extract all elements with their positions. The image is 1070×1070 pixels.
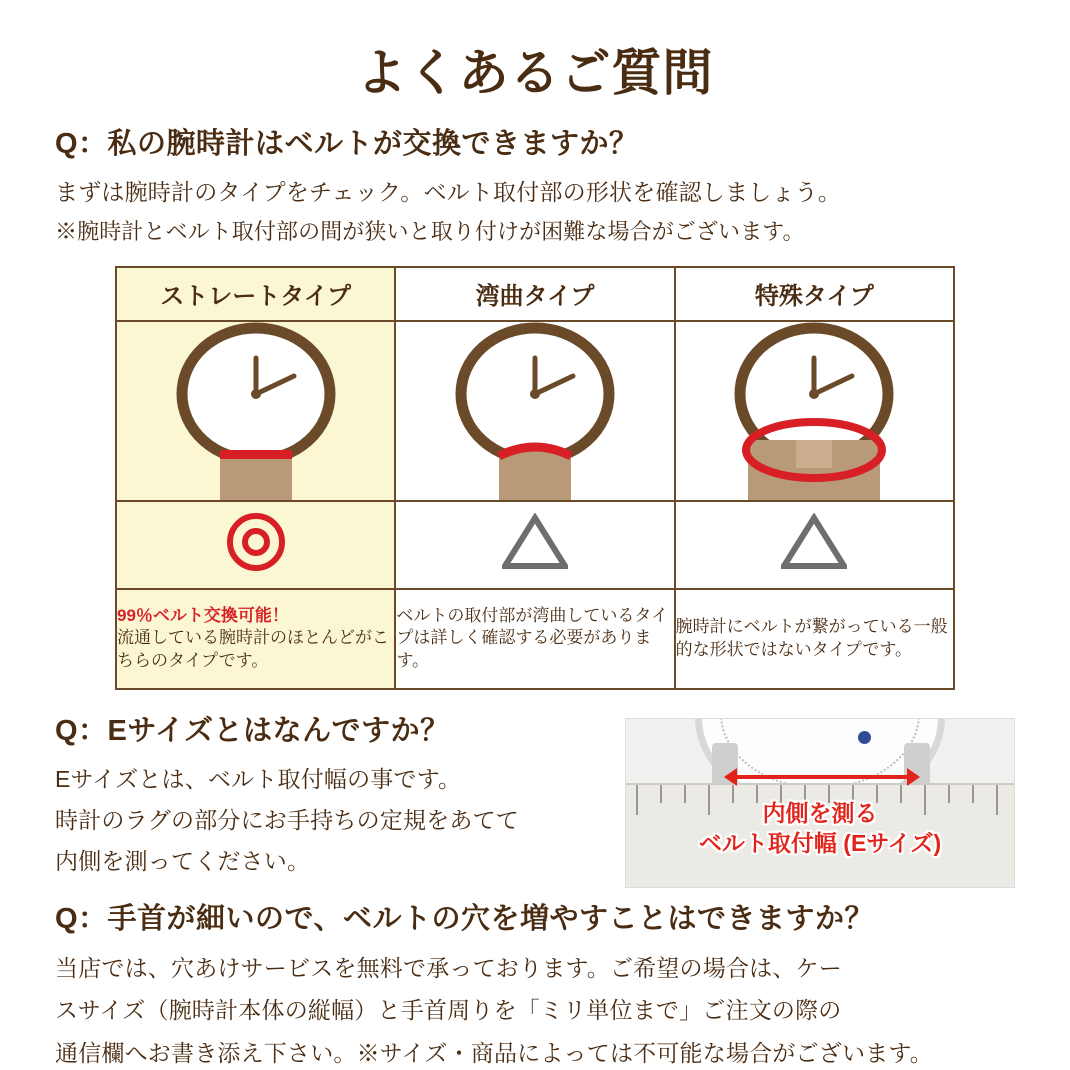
mark-straight	[116, 501, 395, 589]
illustration-straight-cell	[116, 321, 395, 501]
question-2-block	[55, 714, 1015, 888]
photo-caption-line-1: 内側を測る	[762, 799, 878, 826]
question-3-line-1: 当店では、穴あけサービスを無料で承っております。ご希望の場合は、ケー	[55, 954, 842, 981]
mark-special	[675, 501, 954, 589]
triangle-icon	[502, 513, 568, 571]
table-description-row	[116, 589, 954, 689]
table-mark-row	[116, 501, 954, 589]
table-header-straight: ストレートタイプ	[116, 267, 395, 321]
question-2-text-column	[55, 714, 615, 887]
question-2-line-2: 時計のラグの部分にお手持ちの定規をあてて	[55, 807, 519, 834]
question-3-block	[55, 902, 1015, 1070]
question-3-line-2: スサイズ（腕時計本体の縦幅）と手首周りを「ミリ単位まで」ご注文の際の	[55, 997, 842, 1024]
description-curved-text: ベルトの取付部が湾曲しているタイプは詳しく確認する必要があります。	[396, 605, 668, 671]
question-2-line-1: Eサイズとは、ベルト取付幅の事です。	[55, 765, 462, 792]
question-1-line-2: ※腕時計とベルト取付部の間が狭いと取り付けが困難な場合がございます。	[55, 219, 805, 245]
description-special-text: 腕時計にベルトが繋がっている一般的な形状ではないタイプです。	[675, 617, 948, 659]
question-3-line-3: 通信欄へお書き添え下さい。※サイズ・商品によっては不可能な場合がございます。	[55, 1039, 933, 1066]
photo-blue-marker	[858, 731, 871, 744]
question-1-line-1: まずは腕時計のタイプをチェック。ベルト取付部の形状を確認しましょう。	[55, 178, 842, 205]
question-3-heading: Q：手首が細いので、ベルトの穴を増やすことはできますか？	[55, 902, 874, 935]
description-straight-text: 流通している腕時計のほとんどがこちらのタイプです。	[117, 628, 389, 671]
esize-measurement-photo	[625, 718, 1015, 888]
watch-type-table	[115, 266, 955, 690]
illustration-curved-cell	[395, 321, 674, 501]
description-straight	[116, 589, 395, 689]
photo-caption	[626, 799, 1014, 859]
double-circle-icon	[227, 513, 285, 571]
watch-straight-icon	[116, 322, 396, 500]
description-straight-highlight: 99％ベルト交換可能！	[117, 605, 289, 625]
watch-special-icon	[674, 322, 954, 500]
table-illustration-row	[116, 321, 954, 501]
illustration-special-cell	[675, 321, 954, 501]
photo-caption-line-2: ベルト取付幅 (Eサイズ)	[698, 829, 942, 856]
triangle-icon	[781, 513, 847, 571]
question-1-heading: Q：私の腕時計はベルトが交換できますか？	[55, 128, 639, 160]
table-header-curved: 湾曲タイプ	[395, 267, 674, 321]
question-2-heading: Q：Eサイズとはなんですか？	[55, 714, 450, 747]
question-2-line-3: 内側を測ってください。	[55, 848, 311, 875]
watch-curved-icon	[395, 322, 675, 500]
table-header-row	[116, 267, 954, 321]
table-header-special: 特殊タイプ	[675, 267, 954, 321]
measurement-arrow-icon	[736, 775, 908, 779]
description-special	[675, 589, 954, 689]
description-curved	[395, 589, 674, 689]
question-1-block	[55, 127, 1015, 248]
mark-curved	[395, 501, 674, 589]
page-title: よくあるご質問	[356, 45, 714, 101]
